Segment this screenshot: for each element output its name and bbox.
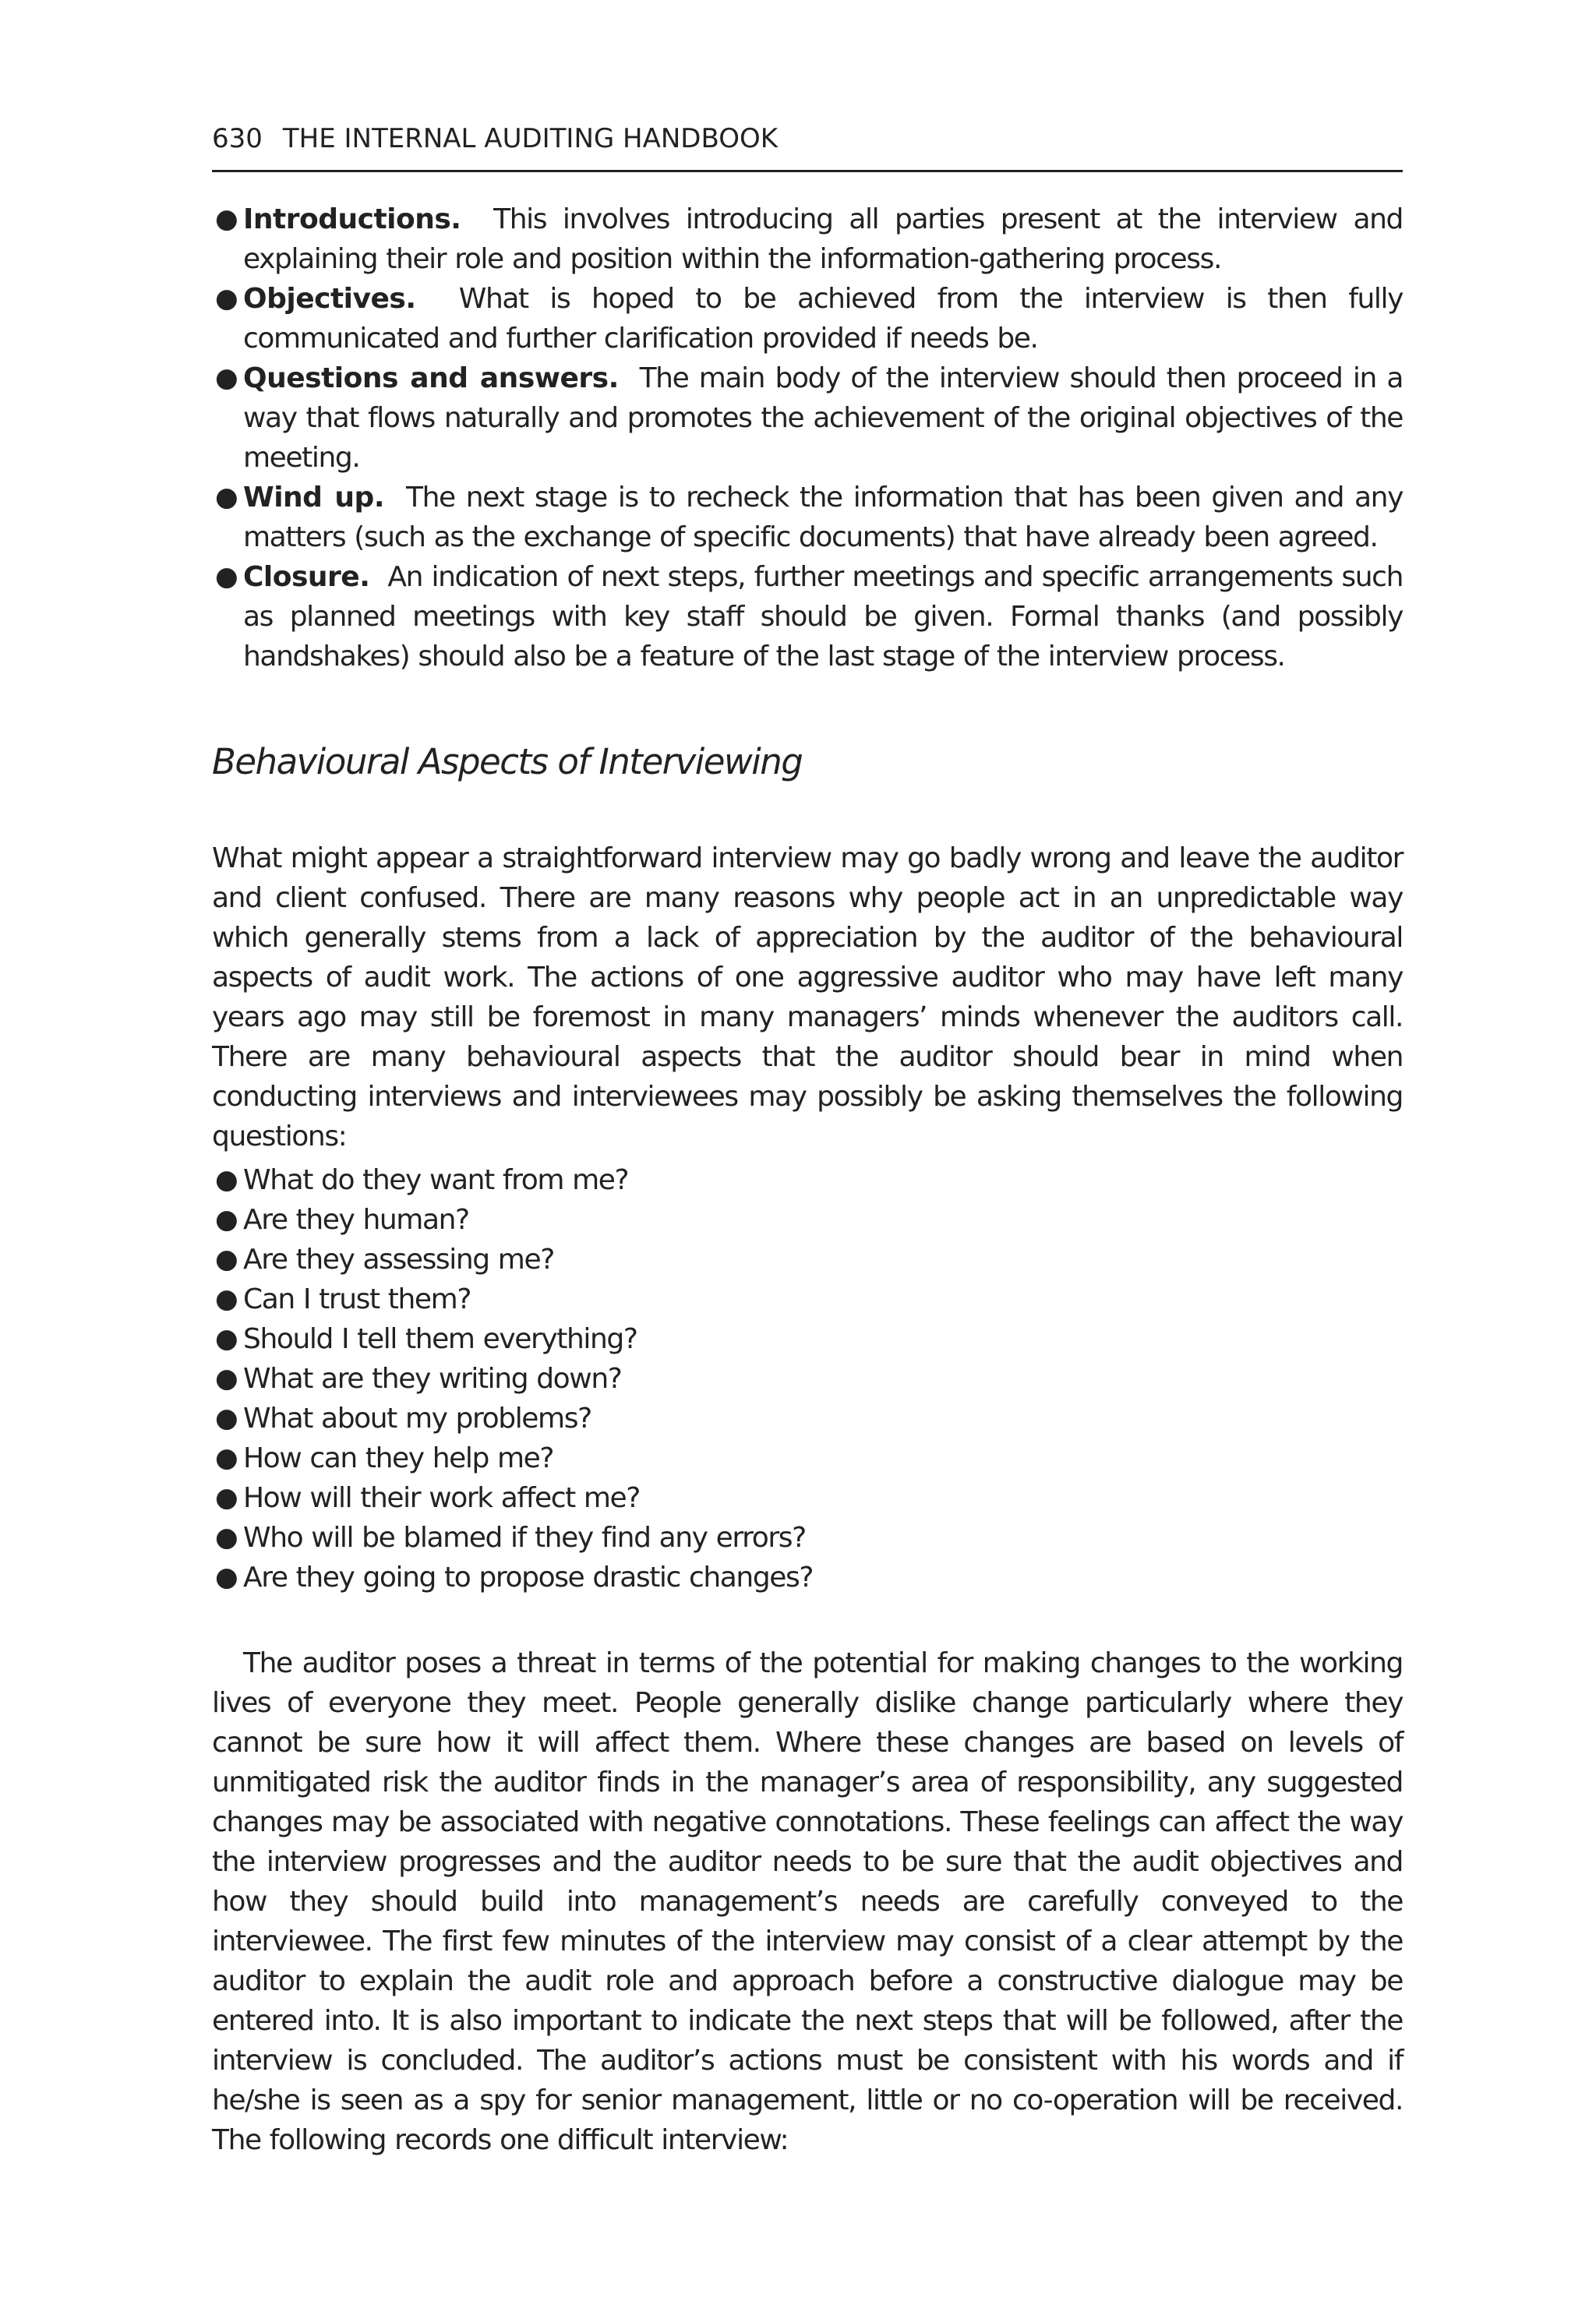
- list-item: [212, 1399, 1403, 1438]
- bullet-icon: ●: [215, 362, 238, 394]
- stage-text: What is hoped to be achieved from the interview is then fully communicated and further clarification provided if needs be.: [243, 283, 1403, 355]
- question-text: What are they writing down?: [243, 1363, 622, 1395]
- bullet-icon: ●: [215, 283, 238, 314]
- list-item: [212, 1438, 1403, 1478]
- list-item: [212, 1478, 1403, 1518]
- running-head: [212, 123, 1403, 172]
- bullet-icon: ●: [215, 203, 238, 235]
- question-text: How will their work affect me?: [243, 1482, 640, 1514]
- stage-text: The next stage is to recheck the information that has been given and any matters (such as the exchange of specific documents) that have already been agreed.: [243, 482, 1404, 553]
- question-text: Who will be blamed if they find any errors?: [243, 1522, 806, 1554]
- stage-term: Closure.: [243, 561, 370, 593]
- bullet-icon: ●: [215, 1283, 238, 1315]
- bullet-icon: ●: [215, 1244, 238, 1275]
- interview-stages-list: [212, 199, 1403, 676]
- bullet-icon: ●: [215, 482, 238, 513]
- bullet-icon: ●: [215, 1363, 238, 1394]
- list-item: [212, 1518, 1403, 1558]
- stage-term: Objectives.: [243, 283, 416, 315]
- question-text: Are they going to propose drastic changes?: [243, 1562, 814, 1594]
- list-item: [212, 358, 1403, 478]
- question-text: Can I trust them?: [243, 1283, 471, 1315]
- list-item: [212, 1160, 1403, 1200]
- question-text: Are they human?: [243, 1204, 469, 1236]
- closing-paragraph: The auditor poses a threat in terms of the potential for making changes to the working lives of everyone they meet. People generally dislike change particularly where they cannot be sure how it will affect them. Where these changes are based on levels of unmitigated risk the auditor finds in the manager’s area of responsibility, any suggested changes may be associated with negative connotations. These feelings can affect the way the interview progresses and the auditor needs to be sure that the audit objectives and how they should build into management’s needs are carefully conveyed to the interviewee. The first few minutes of the interview may consist of a clear attempt by the auditor to explain the audit role and approach before a constructive dialogue may be entered into. It is also important to indicate the next steps that will be followed, after the interview is concluded. The auditor’s actions must be consistent with his words and if he/she is seen as a spy for senior management, little or no co-operation will be received. The following records one difficult interview:: [212, 1647, 1403, 2156]
- list-item: [212, 1200, 1403, 1240]
- list-item: [212, 478, 1403, 557]
- bullet-icon: ●: [215, 1562, 238, 1593]
- bullet-icon: ●: [215, 561, 238, 592]
- question-text: Are they assessing me?: [243, 1244, 554, 1276]
- bullet-icon: ●: [215, 1482, 238, 1513]
- list-item: [212, 1240, 1403, 1280]
- intro-paragraph: What might appear a straightforward interview may go badly wrong and leave the auditor and client confused. There are many reasons why people act in an unpredictable way which generally stems from a lack of appreciation by the auditor of the behavioural aspects of audit work. The actions of one aggressive auditor who may have left many years ago may still be foremost in many managers’ minds whenever the auditors call. There are many behavioural aspects that the auditor should bear in mind when conducting interviews and interviewees may possibly be asking themselves the following questions:: [212, 842, 1403, 1152]
- stage-text: This involves introducing all parties present at the interview and explaining their role and position within the information-gathering process.: [243, 203, 1403, 275]
- section-heading: Behavioural Aspects of Interviewing: [212, 741, 803, 782]
- list-item: [212, 199, 1403, 279]
- stage-text: The main body of the interview should then proceed in a way that flows naturally and promotes the achievement of the original objectives of the meeting.: [243, 362, 1403, 474]
- list-item: [212, 1319, 1403, 1359]
- list-item: [212, 1359, 1403, 1399]
- stage-term: Questions and answers.: [243, 362, 619, 394]
- page-number: 630: [212, 123, 263, 154]
- stage-term: Wind up.: [243, 482, 385, 514]
- question-text: How can they help me?: [243, 1442, 554, 1474]
- stage-term: Introductions.: [243, 203, 461, 235]
- question-text: What about my problems?: [243, 1403, 591, 1435]
- list-item: [212, 557, 1403, 676]
- bullet-icon: ●: [215, 1204, 238, 1235]
- bullet-icon: ●: [215, 1403, 238, 1434]
- list-item: [212, 279, 1403, 358]
- question-text: Should I tell them everything?: [243, 1323, 637, 1355]
- bullet-icon: ●: [215, 1164, 238, 1195]
- book-title: THE INTERNAL AUDITING HANDBOOK: [282, 123, 779, 154]
- question-text: What do they want from me?: [243, 1164, 629, 1196]
- questions-list: [212, 1160, 1403, 1597]
- bullet-icon: ●: [215, 1442, 238, 1474]
- bullet-icon: ●: [215, 1522, 238, 1553]
- bullet-icon: ●: [215, 1323, 238, 1354]
- stage-text: An indication of next steps, further meetings and specific arrangements such as planned meetings with key staff should be given. Formal thanks (and possibly handshakes) should also be a feature of the last stage of the interview process.: [243, 561, 1403, 672]
- list-item: [212, 1280, 1403, 1319]
- list-item: [212, 1558, 1403, 1597]
